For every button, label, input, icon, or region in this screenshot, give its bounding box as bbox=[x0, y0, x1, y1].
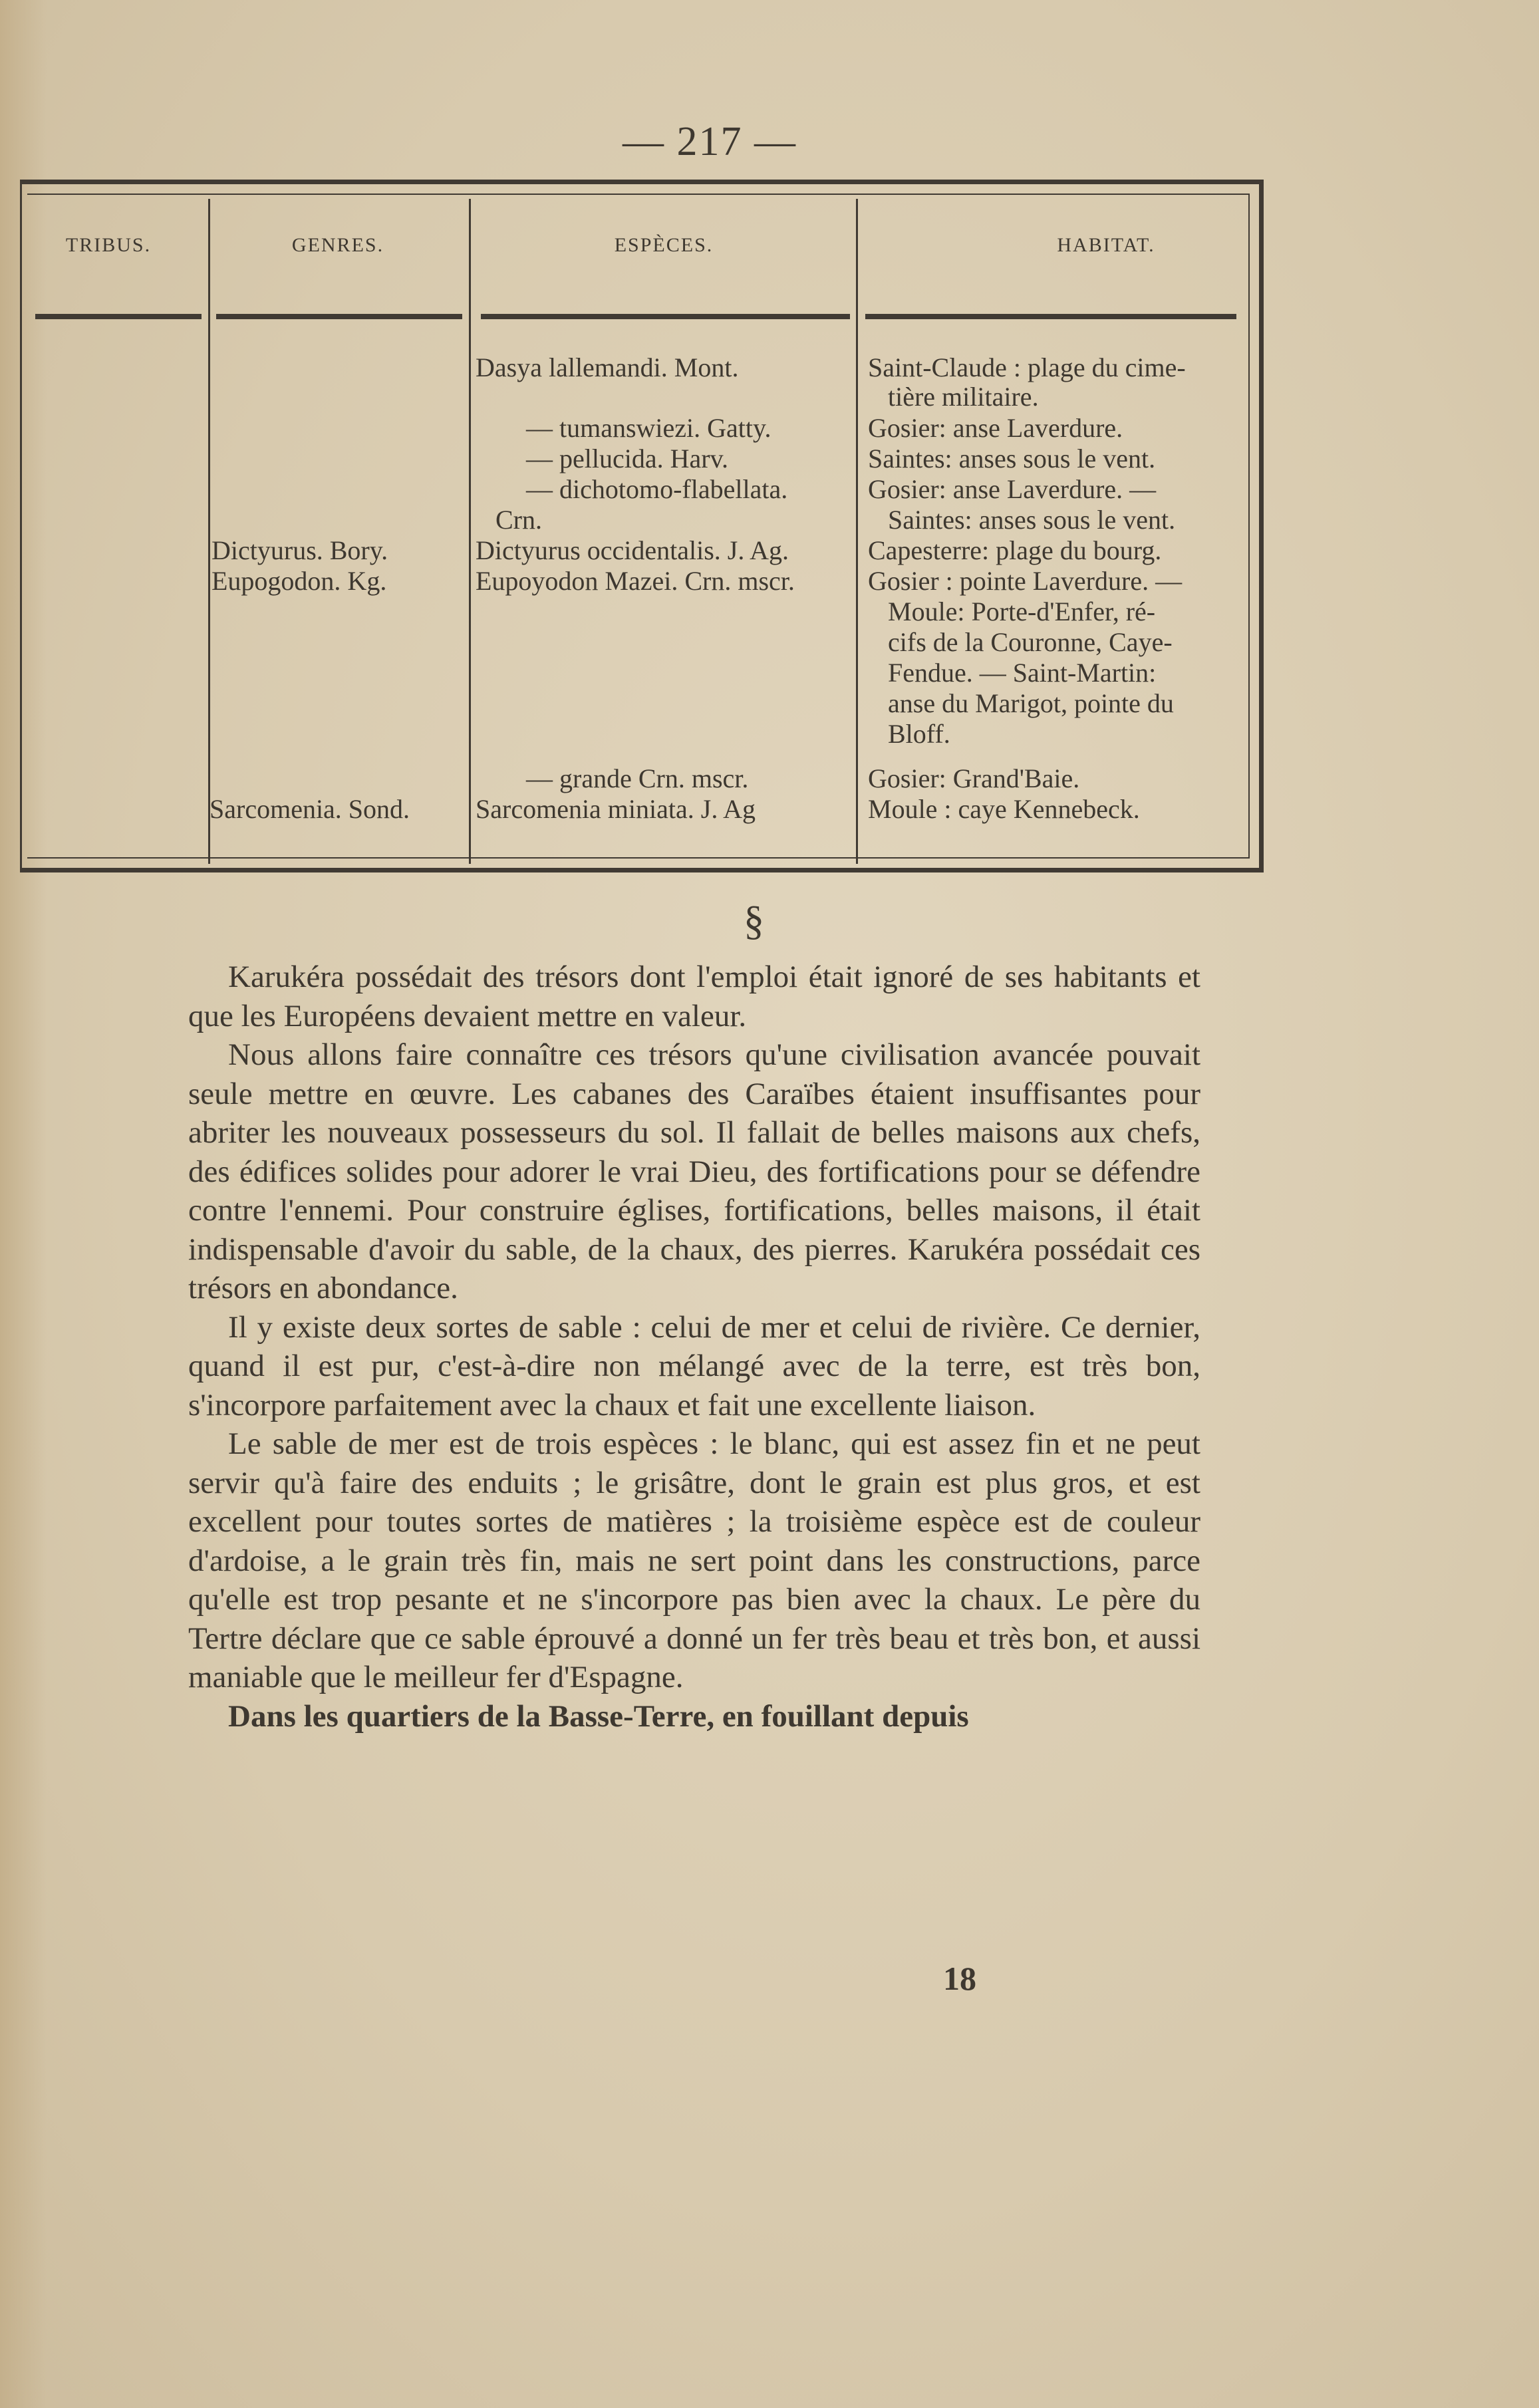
genre-cell: Sarcomenia. Sond. bbox=[210, 794, 410, 824]
habitat-cell: Gosier: anse Laverdure. bbox=[868, 413, 1123, 443]
species-cell: Crn. bbox=[495, 505, 542, 535]
paragraph: Dans les quartiers de la Basse-Terre, en fouillant depuis bbox=[228, 1698, 969, 1734]
species-cell: — pellucida. Harv. bbox=[526, 444, 728, 473]
habitat-cell: Bloff. bbox=[888, 719, 950, 749]
species-cell: — tumanswiezi. Gatty. bbox=[526, 413, 771, 443]
species-cell: — dichotomo-flabellata. bbox=[526, 474, 788, 504]
header-genres: GENRES. bbox=[291, 234, 384, 256]
habitat-cell: tière militaire. bbox=[888, 382, 1039, 412]
paragraph: Il y existe deux sortes de sable : celui de mer et celui de rivière. Ce dernier, quand il est pur, c'est-à-dire non mélangé avec de la terre, est très bon, s'incorpore parfaitement avec la chaux et fait une excellente liaison. bbox=[188, 1309, 1200, 1422]
species-cell: Dictyurus occidentalis. J. Ag. bbox=[476, 535, 789, 565]
habitat-cell: Capesterre: plage du bourg. bbox=[868, 535, 1162, 565]
genre-cell: Dictyurus. Bory. bbox=[211, 535, 388, 565]
header-rule bbox=[865, 314, 1236, 319]
species-cell: — grande Crn. mscr. bbox=[526, 763, 749, 793]
header-rule bbox=[35, 314, 202, 319]
habitat-cell: Gosier: Grand'Baie. bbox=[868, 763, 1080, 793]
header-tribus: TRIBUS. bbox=[65, 234, 152, 256]
column-divider bbox=[469, 199, 471, 864]
paragraph: Le sable de mer est de trois espèces : le blanc, qui est assez fin et ne peut servir qu'à faire des enduits ; le grisâtre, dont le grain est plus gros, et est excellent pour toutes sortes de matières ; la troisième espèce est de couleur d'ardoise, a le grain très fin, mais ne sert point dans les constructions, parce qu'elle est trop pesante et ne s'incorpore pas bien avec la chaux. Le père du Tertre déclare que ce sable éprouvé a donné un fer très beau et très bon, et aussi maniable que le meilleur fer d'Espagne. bbox=[188, 1426, 1200, 1694]
paragraph: Nous allons faire connaître ces trésors qu'une civilisation avancée pouvait seule mettre en œuvre. Les cabanes des Caraïbes étaient insuffisantes pour abriter les nouveaux possesseurs du sol. Il fallait de belles maisons aux chefs, des édifices solides pour adorer le vrai Dieu, des fortifications pour se défendre contre l'ennemi. Pour construire églises, fortifications, belles maisons, il était indispensable d'avoir du sable, de la chaux, des pierres. Karukéra possédait ces trésors en abondance. bbox=[188, 1037, 1200, 1305]
habitat-cell: Gosier: anse Laverdure. — bbox=[868, 474, 1157, 504]
habitat-cell: Gosier : pointe Laverdure. — bbox=[868, 566, 1183, 596]
habitat-cell: Saint-Claude : plage du cime- bbox=[868, 352, 1186, 382]
header-rule bbox=[216, 314, 462, 319]
species-cell: Sarcomenia miniata. J. Ag bbox=[476, 794, 756, 824]
species-cell: Dasya lallemandi. Mont. bbox=[476, 352, 739, 382]
page-number: — 217 — bbox=[623, 119, 797, 164]
species-cell: Eupoyodon Mazei. Crn. mscr. bbox=[476, 566, 795, 596]
habitat-cell: cifs de la Couronne, Caye- bbox=[888, 627, 1173, 657]
signature-mark: 18 bbox=[943, 1960, 976, 1997]
algae-table bbox=[20, 180, 1264, 872]
genre-cell: Eupogodon. Kg. bbox=[211, 566, 387, 596]
column-divider bbox=[208, 199, 210, 864]
header-especes: ESPÈCES. bbox=[614, 234, 714, 256]
habitat-cell: Moule: Porte-d'Enfer, ré- bbox=[888, 597, 1156, 626]
paragraph: Karukéra possédait des trésors dont l'emploi était ignoré de ses habitants et que les Européens devaient mettre en valeur. bbox=[188, 960, 1200, 1033]
header-habitat: HABITAT. bbox=[1057, 234, 1155, 256]
habitat-cell: Saintes: anses sous le vent. bbox=[888, 505, 1176, 535]
header-rule bbox=[481, 314, 850, 319]
habitat-cell: Saintes: anses sous le vent. bbox=[868, 444, 1156, 473]
column-divider bbox=[856, 199, 858, 864]
habitat-cell: Fendue. — Saint-Martin: bbox=[888, 658, 1157, 688]
habitat-cell: Moule : caye Kennebeck. bbox=[868, 794, 1140, 824]
body-text bbox=[188, 958, 1200, 1736]
section-mark: § bbox=[744, 898, 764, 944]
habitat-cell: anse du Marigot, pointe du bbox=[888, 688, 1174, 718]
